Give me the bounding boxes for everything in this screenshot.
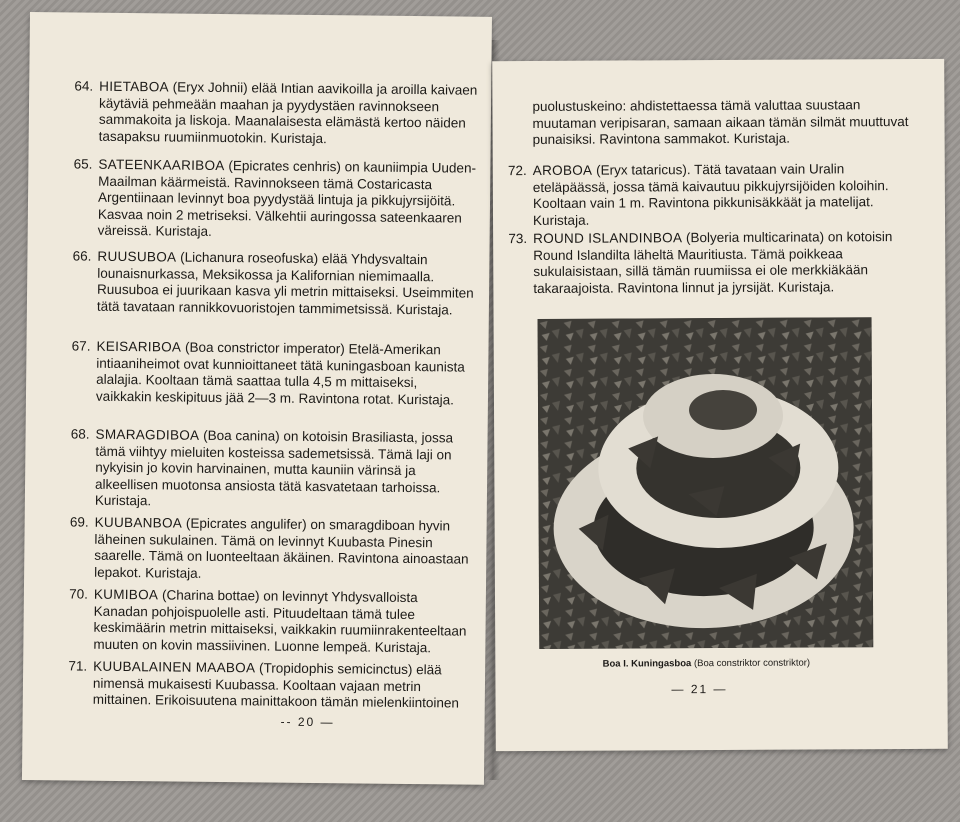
entry-name: KEISARIBOA	[96, 338, 182, 355]
entry-number: 72.	[507, 163, 527, 179]
entry-67	[71, 338, 477, 409]
entry-66	[72, 248, 478, 319]
boa-photo	[538, 317, 874, 649]
entry-text: (Eryx Johnii) elää Intian aavikoilla ja aroilla kaivaen käytäviä pehmeään maahan ja pyydystäen ravinnokseen sammakoita ja liskoja. Maanalaisesta elämästä kertoo näiden tasapaksu ruumiinmuotokin. Kuristaja.	[98, 79, 478, 146]
entry-text: (Boa constrictor imperator) Etelä-Amerikan intiaaniheimot ovat kunnioittaneet tätä kuningasboan kaunista alalajia. Kooltaan tämä saattaa tulla 4,5 m mittaiseksi, vaikkakin keskipituus jää 2—3 m. Ravintona rotat. Kuristaja.	[95, 339, 465, 407]
entry-71	[68, 658, 473, 712]
right-page	[492, 59, 948, 751]
photo-caption	[539, 657, 873, 670]
entry-number: 66.	[72, 248, 92, 264]
entry-68	[70, 426, 476, 513]
entry-number: 68.	[70, 426, 90, 442]
entry-number: 71.	[68, 658, 88, 674]
entry-64	[74, 78, 480, 149]
snake-illustration-icon	[538, 317, 874, 649]
entry-70	[69, 586, 474, 657]
entry-65	[73, 156, 479, 243]
caption-title: Boa I. Kuningasboa	[602, 658, 692, 670]
entry-name: KUMIBOA	[93, 586, 159, 603]
entry-name: KUUBALAINEN MAABOA	[93, 658, 256, 676]
caption-scientific-name: (Boa constriktor constriktor)	[691, 657, 811, 670]
entry-72	[507, 161, 913, 229]
entry-text: (Eryx tataricus). Tätä tavataan vain Uralin eteläpäässä, jossa tämä kaivautuu pikkujyrsijöiden koloihin. Kooltaan vain 1 m. Ravintona pikkunisäkkäät ja matelijat. Kuristaja.	[532, 161, 889, 228]
entry-name: ROUND ISLANDINBOA	[533, 230, 683, 246]
entry-name: KUUBANBOA	[94, 514, 183, 531]
entry-name: AROBOA	[532, 162, 593, 178]
entry-text: (Epicrates cenhris) on kauniimpia Uuden-Maailman käärmeistä. Ravinnokseen tämä Costaricasta Argentiinaan levinnyt boa pyydystää lintuja ja pikkujyrsijöitä. Kasvaa noin 2 metriseksi. Välkehtii auringossa sateenkaaren väreissä. Kuristaja.	[97, 158, 477, 239]
entry-73	[508, 229, 913, 297]
entry-text: (Tropidophis semicinctus) elää nimensä mukaisesti Kuubassa. Kooltaan vajaan metrin mittainen. Erikoisuutena mainittakoon tämän mielenkiintoinen	[92, 660, 460, 711]
entry-name: RUUSUBOA	[97, 248, 177, 265]
page-number: -- 20 —	[280, 714, 335, 730]
entry-number: 70.	[69, 586, 88, 602]
entry-number: 67.	[71, 338, 91, 354]
entry-text: (Charina bottae) on levinnyt Yhdysvalloista Kanadan pohjoispuolelle asti. Pituudeltaan tämä tulee keskimäärin metrin mittaiseksi, vaikkakin ruumiinrakenteeltaan muuten on kovin massiivinen. Luonne lempeä. Kuristaja.	[93, 587, 467, 655]
entry-number: 69.	[69, 514, 89, 530]
entry-number: 65.	[73, 156, 93, 172]
entry-name: SMARAGDIBOA	[95, 426, 200, 443]
page-number: — 21 —	[671, 681, 728, 697]
entry-continuation: puolustuskeino: ahdistettaessa tämä valuttaa suustaan muutaman veripisaran, samaan aikaan tämän silmät muuttuvat punaisiksi. Ravintona sammakot. Kuristaja.	[532, 97, 909, 147]
entry-text: (Bolyeria multicarinata) on kotoisin Round Islandilta läheltä Mauritiusta. Tämä poikkeaa sukulaisistaan, sillä tämän ruumiissa ei ole merkkiäkään takaraajoista. Ravintona linnut ja jyrsijät. Kuristaja.	[533, 229, 893, 296]
entry-name: HIETABOA	[99, 78, 169, 95]
entry-69	[69, 514, 475, 585]
entry-text: (Boa canina) on kotoisin Brasiliasta, jossa tämä viihtyy mieluiten kosteissa sademetsissä. Tämä laji on nykyisin jo kovin harvinainen, mutta kauniin värinsä ja alkeellisen muotonsa ansiosta tätä kasvatetaan tarhoissa. Kuristaja.	[94, 427, 454, 509]
left-page	[22, 12, 492, 785]
entry-text: (Epicrates angulifer) on smaragdiboan hyvin läheinen sukulainen. Tämä on levinnyt Kuubasta Pinesin saarelle. Tämä on luonteeltaan äkäinen. Ravintona ainoastaan lepakot. Kuristaja.	[94, 515, 469, 581]
entry-number: 64.	[74, 78, 94, 94]
entry-number: 73.	[508, 231, 528, 247]
entry-text: (Lichanura roseofuska) elää Yhdysvaltain lounaisnurkassa, Meksikossa ja Kalifornian niemimaalla. Ruusuboa ei juurikaan kasva yli metrin mittaiseksi. Useimmiten tätä tavataan rannikkovuoristojen tammimetsissä. Kuristaja.	[96, 249, 474, 317]
entry-name: SATEENKAARIBOA	[98, 156, 225, 174]
